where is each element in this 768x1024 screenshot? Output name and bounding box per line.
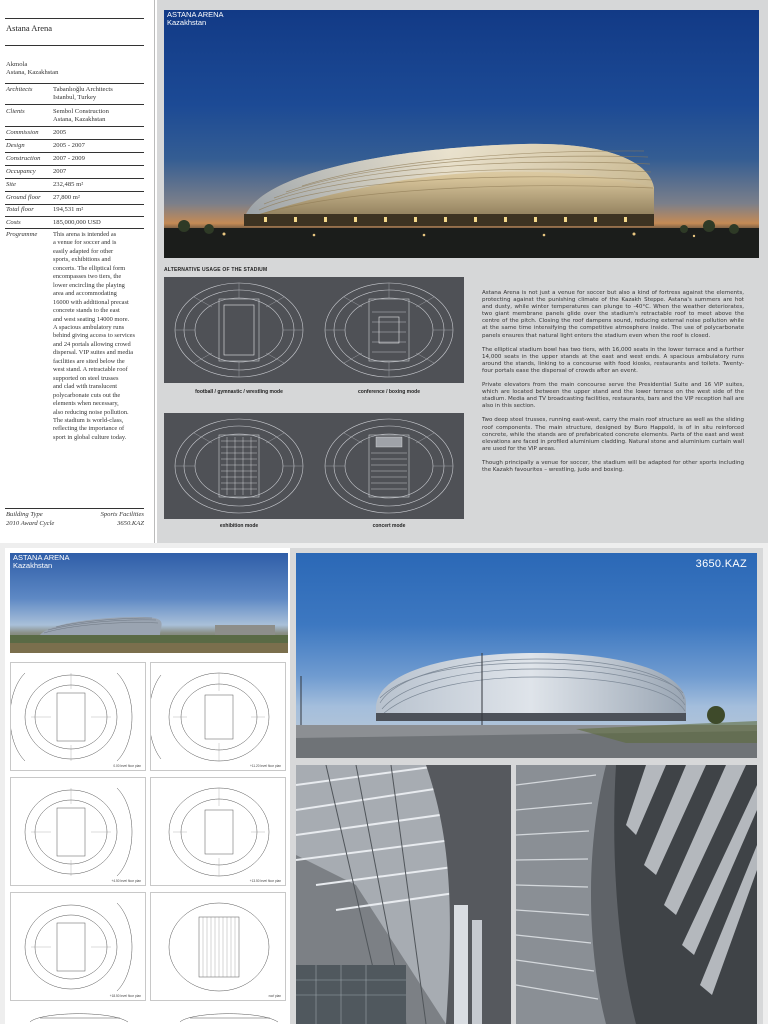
stadium-plan-drawing (164, 277, 464, 383)
rule (5, 228, 144, 229)
rule (5, 216, 144, 217)
hero-stadium-photo (164, 10, 759, 258)
programme-line: sport in global culture today. (53, 433, 127, 441)
award-cycle: 2010 Award Cycle (6, 520, 55, 527)
rule (5, 126, 144, 127)
row-value-clients (53, 108, 145, 125)
small-stadium-photo (10, 553, 288, 653)
programme-line: supported on steel trusses (53, 374, 119, 382)
rule (5, 104, 144, 105)
rule (5, 18, 144, 19)
interior-concourse-photo (296, 765, 511, 1024)
programme-line: west stand. A retractable roof (53, 366, 128, 374)
plan-caption: +11.20 level floor plan (249, 764, 281, 768)
rule (5, 178, 144, 179)
programme-line: A spacious ambulatory runs (53, 323, 125, 331)
description-paragraph: The elliptical stadium bowl has two tiers, with 16,000 seats in the lower terrace and a further 14,000 seats in the upper stands at the east and west ends. A spacious ambulatory runs around the stands, linking to a concourse with food kiosks, restaurants and toilets. Twenty-four portals ease the dispersal of crowds after an event. (482, 346, 744, 374)
row-label-ground-floor: Ground floor (6, 194, 41, 201)
description-paragraph: Private elevators from the main concourse serve the Presidential Suite and 16 VIP suites, which are located between the upper stand and the lower terrace on the west side of the stadium. Media and TV broadcasting facilities, restaurants, bars and the VIP reception hall are also in this section. (482, 382, 744, 410)
stadium-exterior-illustration (296, 553, 757, 758)
row-label-clients: Clients (6, 108, 25, 115)
elevation-drawings (10, 1004, 288, 1024)
row-value-construction: 2007 - 2009 (53, 155, 85, 162)
plan-caption: +4.50 level floor plan (111, 879, 141, 883)
programme-line: behind giving access to services (53, 332, 135, 340)
floor-plan-level-13-50 (150, 777, 286, 886)
rule (5, 191, 144, 192)
programme-line: 16000 with additional precast (53, 298, 129, 306)
location-line: Akmola (6, 61, 28, 68)
hero-title: ASTANA ARENA (167, 10, 224, 19)
programme-line: The stadium is world-class, (53, 416, 124, 424)
mode-caption-football: football / gymnastic / wrestling mode (195, 389, 283, 395)
project-title: Astana Arena (6, 23, 53, 33)
mode-caption-concert: concert mode (372, 523, 406, 529)
row-value-commission: 2005 (53, 129, 67, 136)
floor-plan-drawing (11, 893, 146, 1001)
programme-line: easily adapted for other (53, 247, 114, 255)
rule (5, 165, 144, 166)
building-type-label: Building Type (6, 511, 43, 518)
programme-line: concrete stands to the east (53, 307, 120, 315)
row-label-site: Site (6, 181, 16, 188)
plan-caption: +13.50 level floor plan (249, 879, 281, 883)
plan-caption: +18.50 level floor plan (109, 994, 141, 998)
rule (5, 508, 144, 509)
programme-line: and west seating 14000 more. (53, 315, 130, 323)
rule (5, 83, 144, 84)
stadium-exterior-photo (296, 553, 757, 758)
interior-facade-photo (516, 765, 757, 1024)
programme-line: also reducing noise pollution. (53, 408, 129, 416)
programme-line: lower encircling the playing (53, 281, 125, 289)
rule (5, 45, 144, 46)
mode-plan-exhibition-concert (164, 413, 464, 519)
programme-line: concerts. The elliptical form (53, 264, 126, 272)
row-label-total-floor: Total floor (6, 206, 34, 213)
description-paragraph: Though principally a venue for soccer, the stadium will be adapted for other sports including the Kazakh favourites – wrestling, judo and boxing. (482, 459, 744, 473)
project-description (482, 290, 744, 481)
programme-line: and clad with translucent (53, 383, 118, 391)
row-value-costs: 185,000,000 USD (53, 219, 101, 226)
stadium-night-illustration (164, 10, 759, 258)
programme-line: encompasses two tiers, the (53, 273, 122, 281)
row-label-design: Design (6, 142, 25, 149)
plan-caption: 0.00 level floor plan (113, 764, 141, 768)
row-label-occupancy: Occupancy (6, 168, 36, 175)
location-line: Astana, Kazakhstan (6, 69, 59, 76)
interior-facade-illustration (516, 765, 757, 1024)
programme-text (53, 231, 145, 442)
programme-line: This arena is intended as (53, 231, 117, 238)
floor-plan-level-0 (10, 662, 146, 771)
programme-line: and 24 portals allowing crowd (53, 340, 131, 348)
plan-caption: roof plan (268, 994, 281, 998)
value-line: Sembol Construction (53, 108, 109, 115)
floor-plan-drawing (151, 663, 286, 771)
mode-plan-football-conference (164, 277, 464, 383)
mode-caption-conference: conference / boxing mode (358, 389, 420, 395)
row-value-ground-floor: 27,800 m² (53, 194, 80, 201)
programme-line: facilities are sited below the (53, 357, 125, 365)
value-line: Astana, Kazakhstan (53, 116, 106, 124)
description-paragraph: Two deep steel trusses, running east-west, carry the main roof structure as well as the sliding roof components. The main structure, designed by Buro Happold, is of in situ reinforced concrete, while the stands are of prefabricated concrete elements. Parts of the east and west elevations are faced in profiled aluminium cladding. Natural stone and aluminium curtain wall are used for the VIP areas. (482, 417, 744, 452)
small-photo-title: ASTANA ARENA (13, 553, 70, 562)
project-datasheet (0, 0, 150, 543)
rule (5, 152, 144, 153)
rule (5, 204, 144, 205)
floor-plan-roof (150, 892, 286, 1001)
row-value-site: 232,485 m² (53, 181, 84, 188)
floor-plan-drawing (11, 663, 146, 771)
programme-line: reflecting the importance of (53, 425, 125, 433)
row-label-construction: Construction (6, 155, 41, 162)
interior-structure-illustration (296, 765, 511, 1024)
rule (5, 139, 144, 140)
alternative-usage-heading: ALTERNATIVE USAGE OF THE STADIUM (164, 267, 268, 273)
programme-line: sports, exhibitions and (53, 256, 111, 264)
row-label-costs: Costs (6, 219, 21, 226)
floor-plan-level-11-20 (150, 662, 286, 771)
value-line: Tabanlıoğlu Architects (53, 86, 113, 93)
programme-line: a venue for soccer and is (53, 239, 117, 247)
row-label-architects: Architects (6, 86, 33, 93)
programme-line: dispersal. VIP suites and media (53, 349, 134, 357)
project-code: 3650.KAZ (117, 520, 144, 527)
stadium-plan-drawing (164, 413, 464, 519)
big-photo-code: 3650.KAZ (695, 558, 747, 570)
building-type-value: Sports Facilities (100, 511, 144, 518)
hero-subtitle: Kazakhstan (167, 18, 207, 27)
row-value-architects (53, 86, 145, 103)
programme-line: polycarbonate cuts out the (53, 391, 121, 399)
page-divider (154, 0, 155, 543)
floor-plan-drawing (11, 778, 146, 886)
row-value-total-floor: 194,531 m² (53, 206, 84, 213)
value-line: Istanbul, Turkey (53, 94, 97, 102)
row-value-design: 2005 - 2007 (53, 142, 85, 149)
floor-plan-level-4-50 (10, 777, 146, 886)
programme-line: elements when necessary, (53, 400, 119, 408)
row-label-commission: Commission (6, 129, 39, 136)
floor-plan-level-18-50 (10, 892, 146, 1001)
floor-plan-drawing (151, 893, 286, 1001)
programme-line: area and accommodating (53, 290, 117, 298)
description-paragraph: Astana Arena is not just a venue for soccer but also a kind of fortress against the elements, protecting against the punishing climate of the Kazakh Steppe. Astana's summers are hot and dusty, while winter temperatures can plunge to -40°C. When the weather deteriorates, two giant membrane panels glide over the stadium's retractable roof to meet above the centre of the pitch. Closing the roof dampens sound, reducing external noise pollution while at the same time intensifying the competitive atmosphere inside. The use of polycarbonate panels ensures that natural light enters the stadium even when the roof is closed. (482, 290, 744, 339)
row-value-occupancy: 2007 (53, 168, 67, 175)
small-photo-subtitle: Kazakhstan (13, 561, 53, 570)
programme-label: Programme (6, 231, 38, 238)
floor-plan-drawing (151, 778, 286, 886)
mode-caption-exhibition: exhibition mode (219, 523, 259, 529)
